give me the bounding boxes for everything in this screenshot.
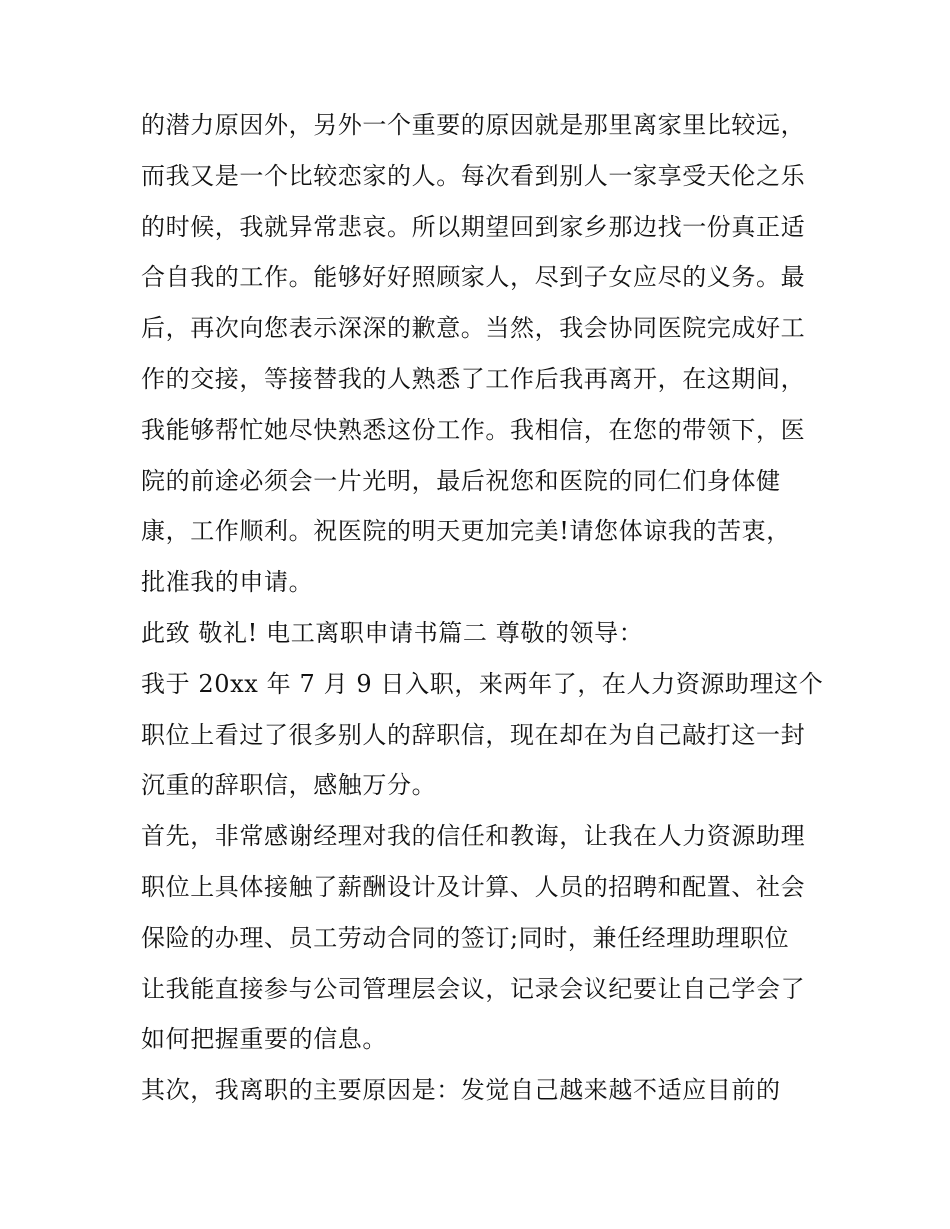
text-line: 康，工作顺利。祝医院的明天更加完美!请您体谅我的苦衷， <box>141 517 791 546</box>
text-line: 合自我的工作。能够好好照顾家人，尽到子女应尽的义务。最 <box>141 263 806 292</box>
paragraph-3 <box>141 659 824 811</box>
document-page <box>141 100 824 1116</box>
text-line: 院的前途必须会一片光明，最后祝您和医院的同仁们身体健 <box>141 466 781 495</box>
text-line: 其次，我离职的主要原因是：发觉自己越来越不适应目前的 <box>141 1076 781 1105</box>
paragraph-2 <box>141 608 821 659</box>
paragraph-4 <box>141 811 821 1065</box>
text-line: 后，再次向您表示深深的歉意。当然，我会协同医院完成好工 <box>141 314 806 343</box>
text-line: 作的交接，等接替我的人熟悉了工作后我再离开，在这期间， <box>141 364 806 393</box>
text-line: 而我又是一个比较恋家的人。每次看到别人一家享受天伦之乐 <box>141 161 806 190</box>
text-line: 首先，非常感谢经理对我的信任和教诲，让我在人力资源助理 <box>141 822 806 851</box>
text-line: 让我能直接参与公司管理层会议，记录会议纪要让自己学会了 <box>141 974 806 1003</box>
text-line: 职位上看过了很多别人的辞职信，现在却在为自己敲打这一封 <box>141 720 806 749</box>
text-line: 的时候，我就异常悲哀。所以期望回到家乡那边找一份真正适 <box>141 212 806 241</box>
text-line: 如何把握重要的信息。 <box>141 1025 387 1054</box>
paragraph-1 <box>141 100 821 608</box>
text-line: 此致 敬礼! 电工离职申请书篇二 尊敬的领导： <box>141 618 644 647</box>
text-line: 沉重的辞职信，感触万分。 <box>141 771 437 800</box>
text-line: 保险的办理、员工劳动合同的签订;同时，兼任经理助理职位 <box>141 923 790 952</box>
text-line: 我于 20xx 年 7 月 9 日入职，来两年了，在人力资源助理这个 <box>141 669 824 698</box>
text-line: 职位上具体接触了薪酬设计及计算、人员的招聘和配置、社会 <box>141 872 806 901</box>
text-line: 批准我的申请。 <box>141 568 314 597</box>
text-line: 的潜力原因外，另外一个重要的原因就是那里离家里比较远， <box>141 111 806 139</box>
text-line: 我能够帮忙她尽快熟悉这份工作。我相信，在您的带领下，医 <box>141 415 806 444</box>
paragraph-5 <box>141 1065 821 1116</box>
